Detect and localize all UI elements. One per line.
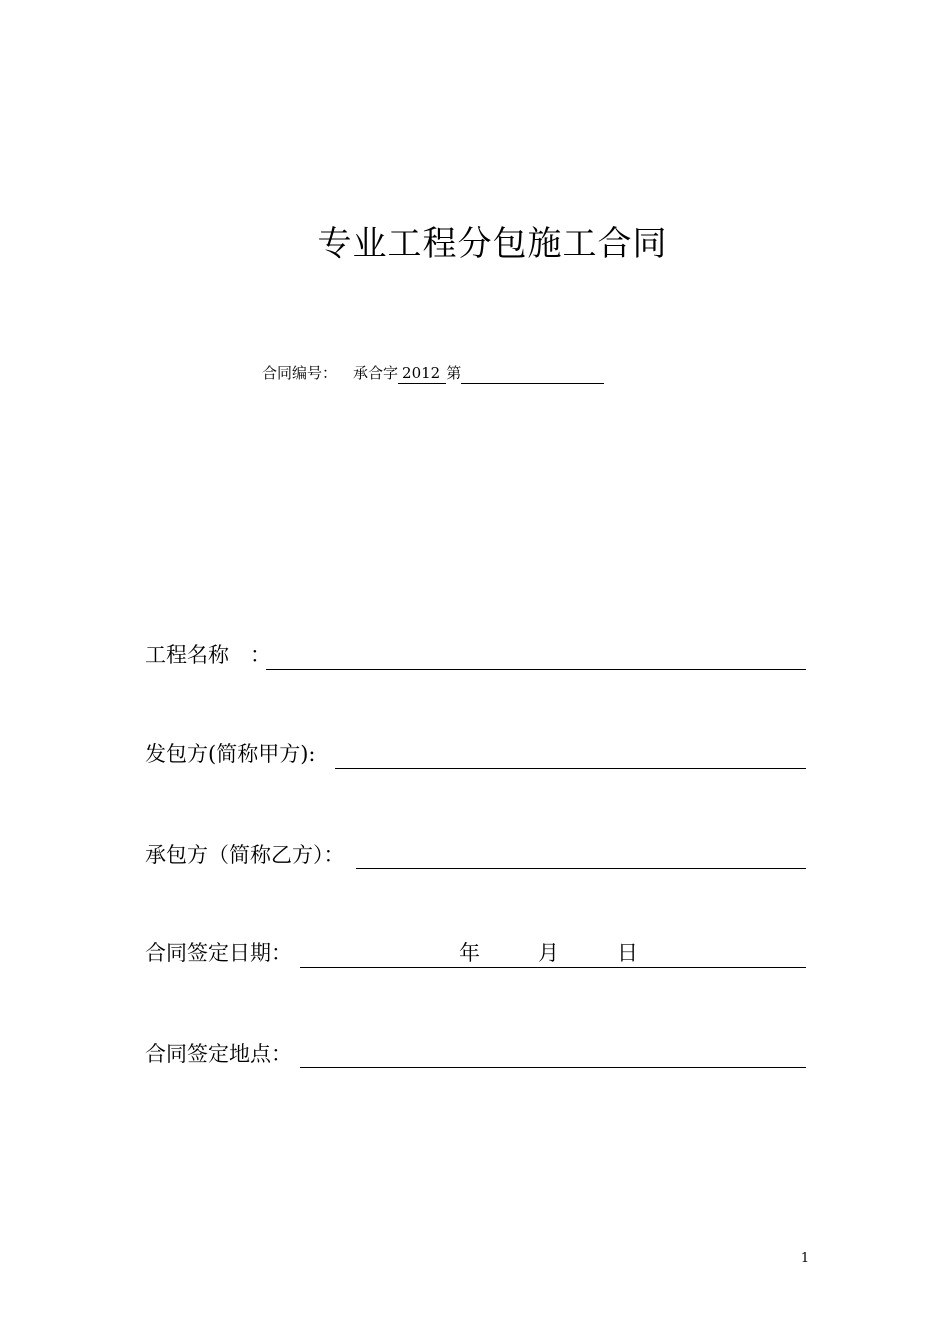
contract-number-line — [262, 362, 604, 384]
contract-number-ordinal-label: 第 — [446, 364, 462, 382]
party-b-label: 承包方（简称乙方）： — [145, 843, 345, 867]
contract-title: 专业工程分包施工合同 — [317, 224, 668, 264]
contract-number-prefix: 承合字 — [353, 364, 399, 382]
signing-place-label: 合同签定地点： — [145, 1042, 292, 1066]
date-year-unit: 年 — [459, 941, 480, 965]
page-number: 1 — [800, 1251, 810, 1266]
party-b-blank[interactable] — [356, 868, 806, 869]
party-a-label: 发包方(简称甲方): — [145, 742, 316, 766]
project-name-blank[interactable] — [266, 669, 806, 670]
date-day-unit: 日 — [617, 941, 638, 965]
contract-number-year: 2012 — [398, 363, 446, 384]
signing-place-blank[interactable] — [300, 1067, 806, 1068]
signing-date-label: 合同签定日期： — [145, 941, 292, 965]
date-month-unit: 月 — [538, 941, 559, 965]
contract-number-label: 合同编号： — [262, 364, 338, 382]
project-name-label: 工程名称 ： — [145, 643, 271, 667]
contract-number-blank[interactable] — [461, 364, 604, 384]
signing-date-blank[interactable] — [300, 967, 806, 968]
party-a-blank[interactable] — [335, 768, 806, 769]
